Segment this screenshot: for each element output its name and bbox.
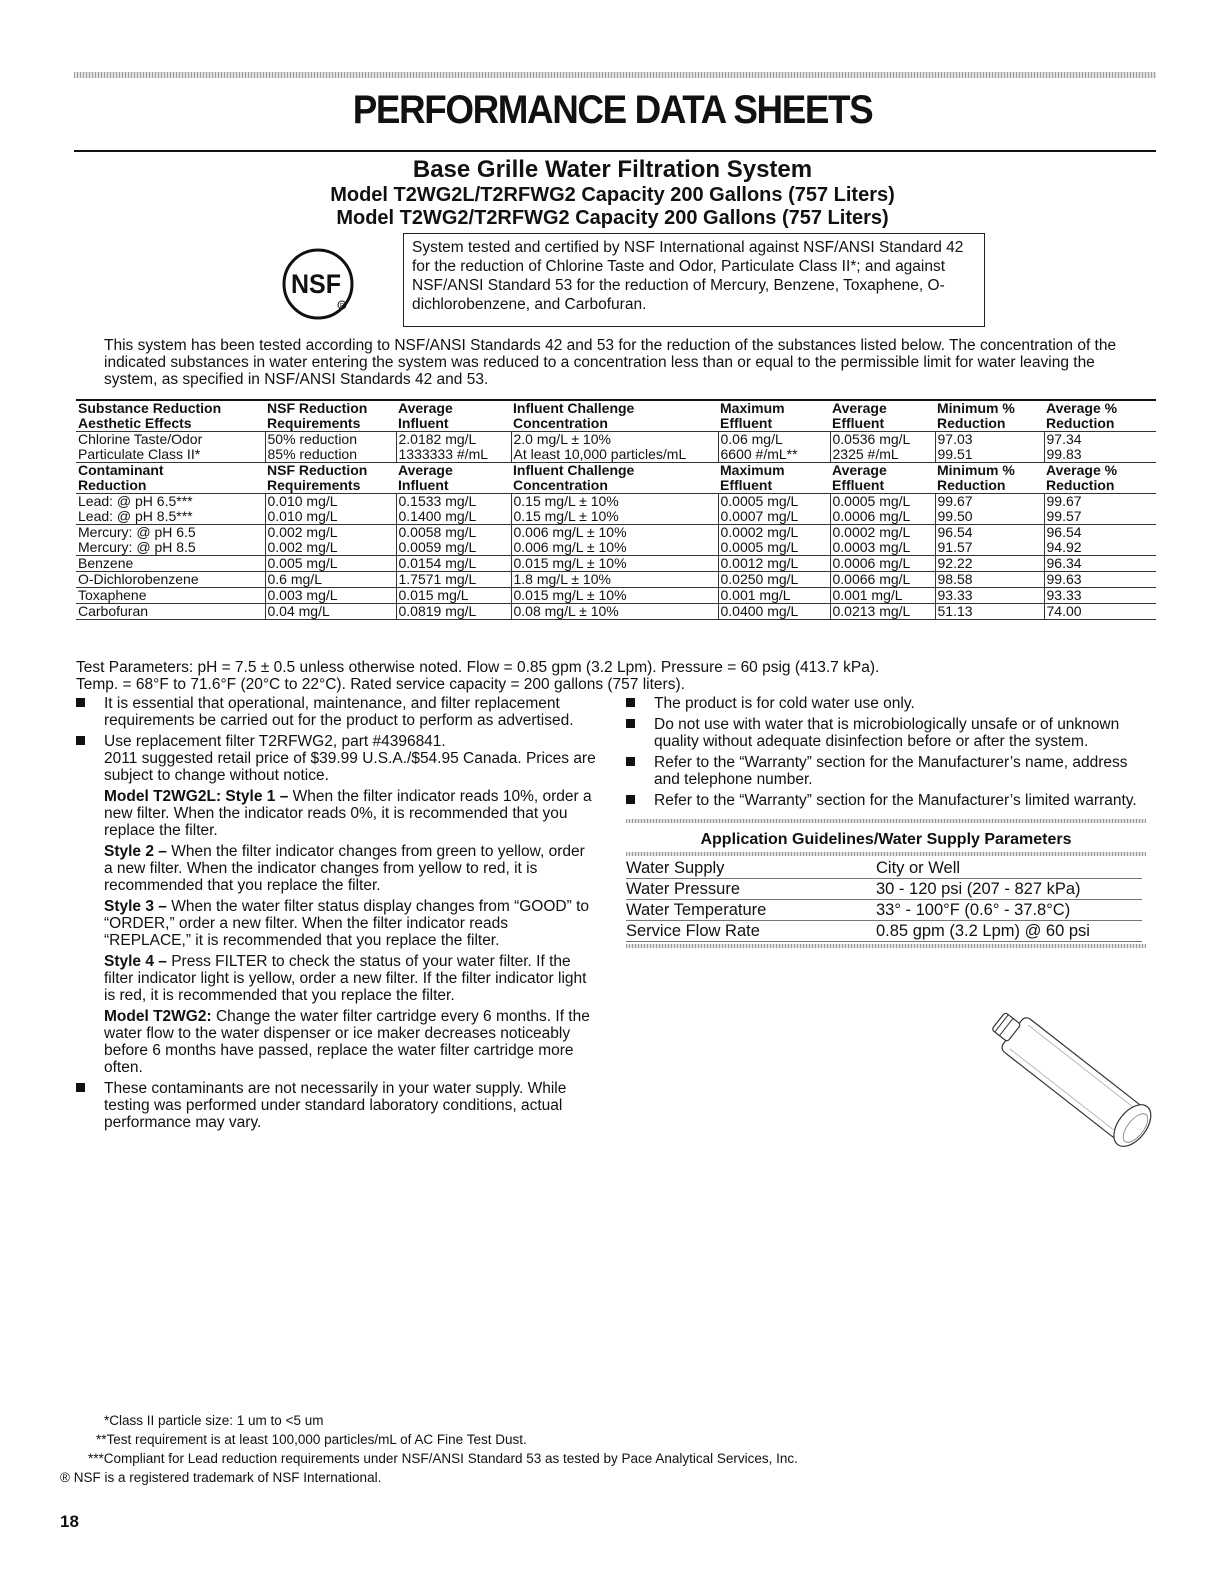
column-header: Influent — [398, 416, 449, 431]
parameter-value: 33° - 100°F (0.6° - 37.8°C) — [876, 900, 1142, 921]
table-cell: 0.06 mg/L — [718, 432, 830, 448]
style-3-label: Style 3 – — [104, 898, 167, 915]
table-cell: 0.08 mg/L ± 10% — [511, 604, 718, 620]
table-cell: 98.58 — [935, 572, 1044, 588]
test-parameters — [76, 659, 1136, 693]
table-row — [76, 572, 1156, 588]
table-row — [76, 432, 1156, 448]
bullet-square-icon — [626, 698, 635, 707]
bullet-text: Refer to the “Warranty” section for the Manufacturer’s name, address and telephone number. — [654, 754, 1128, 788]
bullet-item — [626, 716, 1146, 750]
nsf-logo-text: NSF — [291, 269, 341, 299]
table-cell: 50% reduction — [265, 432, 396, 448]
application-title: Application Guidelines/Water Supply Parameters — [700, 831, 1072, 848]
table-cell: 0.6 mg/L — [265, 572, 396, 588]
column-header: Minimum % — [935, 463, 1044, 479]
table-cell: 0.006 mg/L ± 10% — [511, 525, 718, 541]
parameter-value: 0.85 gpm (3.2 Lpm) @ 60 psi — [876, 921, 1142, 942]
table-cell: 0.0213 mg/L — [830, 604, 935, 620]
page-number: 18 — [60, 1512, 79, 1531]
table-cell: Carbofuran — [76, 604, 265, 620]
bullet-square-icon — [626, 719, 635, 728]
table-cell: 0.015 mg/L — [396, 588, 511, 604]
table-cell: 0.001 mg/L — [830, 588, 935, 604]
top-decorative-band — [74, 72, 1156, 78]
bullet-item — [76, 733, 596, 1076]
table-cell: 91.57 — [935, 540, 1044, 556]
right-column — [626, 695, 1146, 948]
column-header: Maximum — [718, 400, 830, 416]
style-3-text — [104, 898, 596, 949]
application-row — [626, 921, 1142, 942]
column-header: Effluent — [720, 478, 773, 493]
bullet-square-icon — [626, 757, 635, 766]
table-cell: 0.0059 mg/L — [396, 540, 511, 556]
title-divider — [74, 150, 1156, 152]
application-row — [626, 900, 1142, 921]
table-cell: 99.50 — [935, 509, 1044, 525]
column-header: Effluent — [832, 416, 885, 431]
column-header: Reduction — [937, 416, 1006, 431]
model-line-2: Model T2WG2/T2RFWG2 Capacity 200 Gallons (757 Liters) — [336, 207, 889, 229]
system-title: Base Grille Water Filtration System — [412, 156, 813, 183]
table-cell: 0.0250 mg/L — [718, 572, 830, 588]
style-4-text — [104, 953, 596, 1004]
column-header: Influent Challenge — [511, 463, 718, 479]
application-bottom-rule — [626, 944, 1146, 948]
water-filter-cartridge-icon — [975, 1000, 1175, 1165]
bullet-text: The product is for cold water use only. — [654, 695, 915, 712]
price-text: 2011 suggested retail price of $39.99 U.S.A./$54.95 Canada. Prices are subject to change without notice. — [104, 750, 596, 784]
bullet-item — [626, 754, 1146, 788]
table-header-row — [76, 478, 1156, 494]
table-cell: 92.22 — [935, 556, 1044, 572]
table-row — [76, 525, 1156, 541]
application-row — [626, 858, 1142, 879]
application-row — [626, 879, 1142, 900]
column-header: Average % — [1044, 463, 1156, 479]
column-header: Requirements — [267, 416, 361, 431]
table-cell: 0.0002 mg/L — [830, 525, 935, 541]
style-2-body: When the filter indicator changes from green to yellow, order a new filter. When the indicator changes from yellow to red, it is recommended that you replace the filter. — [104, 843, 585, 894]
table-cell: 96.34 — [1044, 556, 1156, 572]
table-cell: 0.0536 mg/L — [830, 432, 935, 448]
footnotes — [60, 1411, 1160, 1487]
table-cell: Lead: @ pH 8.5*** — [78, 509, 193, 524]
bullet-square-icon — [76, 698, 85, 707]
table-cell: 99.57 — [1044, 509, 1156, 525]
parameter-label: Water Pressure — [626, 879, 876, 900]
column-header: Substance Reduction — [76, 400, 265, 416]
table-cell: 51.13 — [935, 604, 1044, 620]
table-cell: At least 10,000 particles/mL — [511, 447, 718, 463]
table-header-row — [76, 416, 1156, 432]
table-cell: 0.15 mg/L ± 10% — [511, 494, 718, 510]
column-header: Reduction — [937, 478, 1006, 493]
table-cell: 97.34 — [1044, 432, 1156, 448]
table-header-row — [76, 463, 1156, 479]
table-cell: Chlorine Taste/Odor — [76, 432, 265, 448]
parameter-value: City or Well — [876, 858, 1142, 879]
column-header: Reduction — [78, 478, 147, 493]
model-t2wg2-label: Model T2WG2: — [104, 1008, 212, 1025]
column-header: Minimum % — [935, 400, 1044, 416]
table-cell: 0.002 mg/L — [265, 525, 396, 541]
table-cell: 1.8 mg/L ± 10% — [511, 572, 718, 588]
table-cell: 2.0182 mg/L — [396, 432, 511, 448]
table-row — [76, 604, 1156, 620]
table-cell: 0.0007 mg/L — [718, 509, 830, 525]
style-1-body: When the filter indicator reads 10%, order a new filter. When the indicator reads 0%, it is recommended that you replace the filter. — [104, 788, 592, 839]
column-header: Concentration — [513, 416, 608, 431]
performance-table — [76, 399, 1156, 620]
table-cell: 1333333 #/mL — [396, 447, 511, 463]
table-cell: 0.003 mg/L — [265, 588, 396, 604]
column-header: Contaminant — [76, 463, 265, 479]
style-2-text — [104, 843, 596, 894]
bullet-item — [76, 1080, 596, 1131]
certification-box: System tested and certified by NSF International against NSF/ANSI Standard 42 for the reduction of Chlorine Taste and Odor, Particulate Class II*; and against NSF/ANSI Standard 53 for the reduction of Mercury, Benzene, Toxaphene, O-dichlorobenzene, and Carbofuran. — [403, 233, 985, 327]
column-header: Average — [396, 400, 511, 416]
bullet-item — [626, 792, 1146, 809]
table-cell: 0.0006 mg/L — [830, 556, 935, 572]
column-header: Aesthetic Effects — [78, 416, 192, 431]
table-cell: 99.83 — [1044, 447, 1156, 463]
test-params-line: Temp. = 68°F to 71.6°F (20°C to 22°C). Rated service capacity = 200 gallons (757 liters). — [76, 676, 685, 693]
table-cell: O-Dichlorobenzene — [76, 572, 265, 588]
table-cell: 0.005 mg/L — [265, 556, 396, 572]
table-cell: 99.63 — [1044, 572, 1156, 588]
bullet-square-icon — [76, 1083, 85, 1092]
table-cell: 0.001 mg/L — [718, 588, 830, 604]
table-cell: 96.54 — [1044, 525, 1156, 541]
table-cell: Toxaphene — [76, 588, 265, 604]
footnote: ***Compliant for Lead reduction requirements under NSF/ANSI Standard 53 as tested by Pace Analytical Services, Inc. — [88, 1451, 798, 1466]
table-row — [76, 556, 1156, 572]
table-cell: 93.33 — [935, 588, 1044, 604]
column-header: Concentration — [513, 478, 608, 493]
bullet-text: Use replacement filter T2RFWG2, part #4396841. — [104, 733, 446, 750]
style-1-text — [104, 788, 596, 839]
bullet-text: Do not use with water that is microbiologically unsafe or of unknown quality without adequate disinfection before or after the system. — [654, 716, 1120, 750]
table-cell: Lead: @ pH 6.5*** — [76, 494, 265, 510]
table-cell: 0.006 mg/L ± 10% — [511, 540, 718, 556]
column-header: Maximum — [718, 463, 830, 479]
table-cell: 0.04 mg/L — [265, 604, 396, 620]
footnote: ® NSF is a registered trademark of NSF International. — [60, 1470, 382, 1485]
column-header: Reduction — [1046, 416, 1115, 431]
style-3-body: When the water filter status display changes from “GOOD” to “ORDER,” order a new filter. When the filter indicator reads “REPLACE,” it is recommended that you replace the filter. — [104, 898, 590, 949]
table-cell: 0.0005 mg/L — [718, 540, 830, 556]
bullet-text: Refer to the “Warranty” section for the Manufacturer’s limited warranty. — [654, 792, 1137, 809]
footnote: **Test requirement is at least 100,000 particles/mL of AC Fine Test Dust. — [96, 1432, 527, 1447]
parameter-label: Water Temperature — [626, 900, 876, 921]
table-cell: Benzene — [76, 556, 265, 572]
footnote: *Class II particle size: 1 um to <5 um — [104, 1413, 324, 1428]
style-2-label: Style 2 – — [104, 843, 167, 860]
application-table — [626, 858, 1142, 942]
column-header: Influent Challenge — [511, 400, 718, 416]
table-cell: 2.0 mg/L ± 10% — [511, 432, 718, 448]
table-cell: 0.0012 mg/L — [718, 556, 830, 572]
table-cell: 0.0400 mg/L — [718, 604, 830, 620]
table-cell: 1.7571 mg/L — [396, 572, 511, 588]
table-cell: 0.0058 mg/L — [396, 525, 511, 541]
test-params-line: Test Parameters: pH = 7.5 ± 0.5 unless otherwise noted. Flow = 0.85 gpm (3.2 Lpm). Pressure = 60 psig (413.7 kPa). — [76, 659, 880, 676]
table-cell: 94.92 — [1044, 540, 1156, 556]
column-header: Average % — [1044, 400, 1156, 416]
table-header-row — [76, 400, 1156, 416]
table-cell: 0.0154 mg/L — [396, 556, 511, 572]
table-cell: 6600 #/mL** — [718, 447, 830, 463]
table-cell: 99.67 — [1044, 494, 1156, 510]
table-row — [76, 509, 1156, 525]
table-cell: 0.0002 mg/L — [718, 525, 830, 541]
column-header: Requirements — [267, 478, 361, 493]
table-cell: 74.00 — [1044, 604, 1156, 620]
table-cell: 0.015 mg/L ± 10% — [511, 588, 718, 604]
table-cell: 0.0819 mg/L — [396, 604, 511, 620]
table-cell: 0.0005 mg/L — [830, 494, 935, 510]
style-4-label: Style 4 – — [104, 953, 167, 970]
column-header: Reduction — [1046, 478, 1115, 493]
column-header: Effluent — [832, 478, 885, 493]
column-header: Influent — [398, 478, 449, 493]
bullet-text: It is essential that operational, maintenance, and filter replacement requirements be carried out for the product to perform as advertised. — [104, 695, 574, 729]
table-row — [76, 540, 1156, 556]
table-cell: 0.010 mg/L — [265, 494, 396, 510]
table-cell: 0.015 mg/L ± 10% — [511, 556, 718, 572]
table-cell: 0.010 mg/L — [265, 509, 396, 525]
table-cell: 99.67 — [935, 494, 1044, 510]
column-header: Effluent — [720, 416, 773, 431]
left-column — [76, 695, 596, 1135]
bullet-item — [76, 695, 596, 729]
table-row — [76, 494, 1156, 510]
parameter-label: Service Flow Rate — [626, 921, 876, 942]
bullet-text: These contaminants are not necessarily in your water supply. While testing was performed under standard laboratory conditions, actual performance may vary. — [104, 1080, 567, 1131]
nsf-logo-icon — [281, 247, 355, 321]
column-header: NSF Reduction — [265, 463, 396, 479]
table-cell: Particulate Class II* — [78, 447, 201, 462]
table-cell: Mercury: @ pH 6.5 — [76, 525, 265, 541]
table-cell: Mercury: @ pH 8.5 — [78, 540, 196, 555]
model-t2wg2-body: Change the water filter cartridge every 6 months. If the water flow to the water dispenser or ice maker decreases noticeably before 6 months have passed, replace the water filter cartridge more often. — [104, 1008, 590, 1076]
table-cell: 96.54 — [935, 525, 1044, 541]
table-cell: 0.0005 mg/L — [718, 494, 830, 510]
svg-text:R: R — [339, 303, 345, 310]
column-header: Average — [396, 463, 511, 479]
column-header: NSF Reduction — [265, 400, 396, 416]
bullet-item — [626, 695, 1146, 712]
table-cell: 93.33 — [1044, 588, 1156, 604]
table-cell: 0.0003 mg/L — [830, 540, 935, 556]
model-t2wg2-text — [104, 1008, 596, 1076]
table-cell: 0.1400 mg/L — [396, 509, 511, 525]
application-title-rule — [626, 852, 1146, 856]
style-4-body: Press FILTER to check the status of your water filter. If the filter indicator light is yellow, order a new filter. If the filter indicator light is red, it is recommended that you replace the filter. — [104, 953, 587, 1004]
column-header: Average — [830, 463, 935, 479]
bullet-square-icon — [76, 736, 85, 745]
table-cell: 0.002 mg/L — [265, 540, 396, 556]
style-1-label: Model T2WG2L: Style 1 – — [104, 788, 289, 805]
table-cell: 0.0066 mg/L — [830, 572, 935, 588]
table-cell: 97.03 — [935, 432, 1044, 448]
table-row — [76, 588, 1156, 604]
table-cell: 0.15 mg/L ± 10% — [511, 509, 718, 525]
bullet-square-icon — [626, 795, 635, 804]
table-row — [76, 447, 1156, 463]
table-cell: 0.1533 mg/L — [396, 494, 511, 510]
parameter-label: Water Supply — [626, 858, 876, 879]
page-title: PERFORMANCE DATA SHEETS — [352, 88, 873, 132]
table-cell: 2325 #/mL — [830, 447, 935, 463]
column-header: Average — [830, 400, 935, 416]
application-top-rule — [626, 819, 1146, 823]
table-cell: 0.0006 mg/L — [830, 509, 935, 525]
parameter-value: 30 - 120 psi (207 - 827 kPa) — [876, 879, 1142, 900]
intro-paragraph: This system has been tested according to NSF/ANSI Standards 42 and 53 for the reduction of the substances listed below. The concentration of the indicated substances in water entering the system was reduced to a concentration less than or equal to the permissible limit for water leaving the system, as specified in NSF/ANSI Standards 42 and 53. — [104, 337, 1117, 388]
table-cell: 99.51 — [935, 447, 1044, 463]
table-cell: 85% reduction — [265, 447, 396, 463]
model-line-1: Model T2WG2L/T2RFWG2 Capacity 200 Gallons (757 Liters) — [330, 184, 895, 206]
